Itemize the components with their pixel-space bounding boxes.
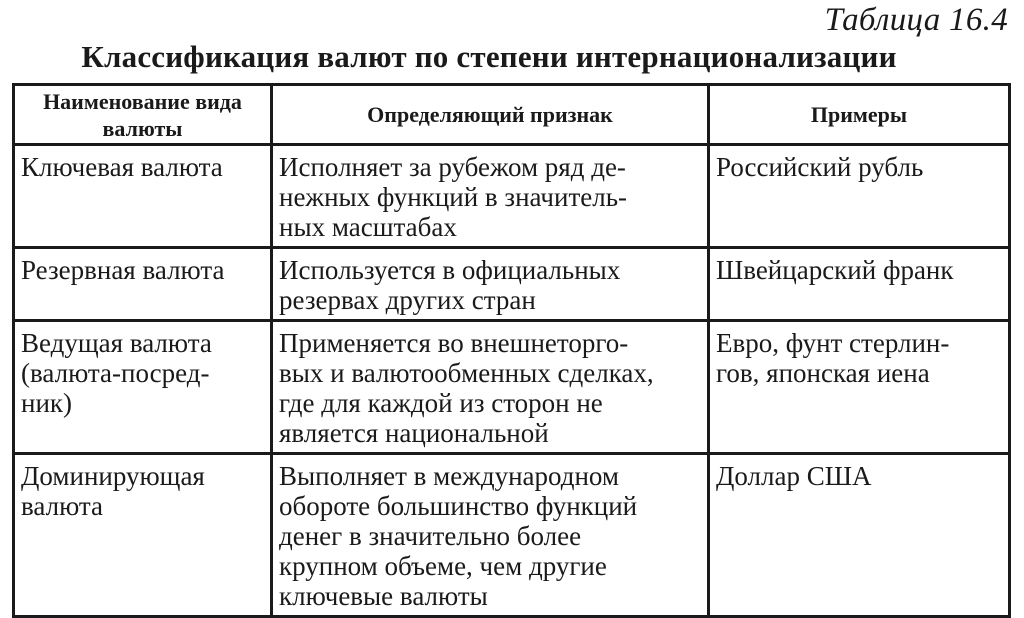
cell-text: Исполняет за рубежом ряд де- нежных функций в значитель- ных масштабах <box>279 152 628 242</box>
cell-currency-type <box>14 454 272 617</box>
cell-defining-feature <box>272 454 709 617</box>
header-currency-type <box>14 85 272 145</box>
header-defining-feature-label: Определяющий признак <box>367 102 613 127</box>
cell-text: Швейцарский франк <box>716 255 954 285</box>
cell-text: Российский рубль <box>716 152 924 182</box>
table-row <box>14 145 1010 248</box>
cell-defining-feature <box>272 248 709 321</box>
cell-text: Выполняет в международном обороте большинство функций денег в значительно более крупном объеме, чем другие ключевые валюты <box>279 461 638 611</box>
table-row <box>14 248 1010 321</box>
cell-examples <box>709 145 1010 248</box>
table-row <box>14 454 1010 617</box>
cell-text: Применяется во внешнеторго- вых и валютообменных сделках, где для каждой из сторон не является национальной <box>279 328 654 448</box>
cell-currency-type <box>14 248 272 321</box>
cell-examples <box>709 248 1010 321</box>
table-number: Таблица 16.4 <box>824 2 1008 38</box>
cell-text: Ключевая валюта <box>21 152 223 182</box>
cell-text: Доминирующая валюта <box>21 461 205 521</box>
cell-text: Ведущая валюта (валюта-посред- ник) <box>21 328 212 418</box>
cell-examples <box>709 454 1010 617</box>
cell-currency-type <box>14 321 272 454</box>
header-defining-feature <box>272 85 709 145</box>
header-row <box>14 85 1010 145</box>
cell-defining-feature <box>272 145 709 248</box>
cell-text: Евро, фунт стерлин- гов, японская иена <box>716 328 950 388</box>
currency-classification-table <box>12 83 1011 618</box>
cell-text: Резервная валюта <box>21 255 225 285</box>
table-title: Классификация валют по степени интернационализации <box>81 39 897 74</box>
header-examples-label: Примеры <box>810 102 908 127</box>
header-examples <box>709 85 1010 145</box>
cell-text: Доллар США <box>716 461 872 491</box>
table-row <box>14 321 1010 454</box>
cell-defining-feature <box>272 321 709 454</box>
cell-currency-type <box>14 145 272 248</box>
cell-text: Используется в официальных резервах других стран <box>279 255 621 315</box>
cell-examples <box>709 321 1010 454</box>
header-currency-type-label: Наименование вида валюты <box>43 88 242 141</box>
